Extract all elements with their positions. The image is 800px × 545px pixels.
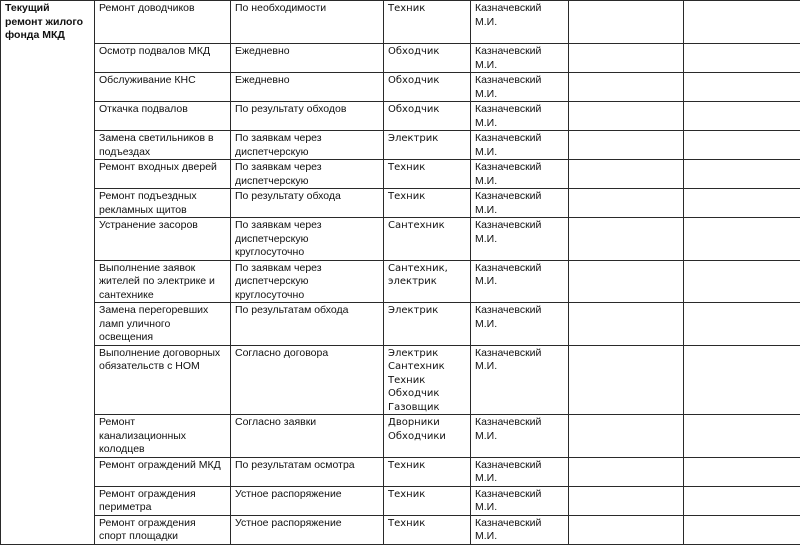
empty-cell: [684, 457, 800, 486]
empty-cell: [569, 218, 684, 261]
empty-cell: [684, 515, 800, 544]
empty-cell: [569, 415, 684, 458]
empty-cell: [569, 102, 684, 131]
work-cell: Замена светильников в подъездах: [95, 131, 231, 160]
period-cell: По заявкам через диспетчерскую круглосуточно: [231, 218, 384, 261]
empty-cell: [684, 486, 800, 515]
empty-cell: [569, 486, 684, 515]
period-cell: По заявкам через диспетчерскую: [231, 160, 384, 189]
responsible-cell: Казначевский М.И.: [471, 218, 569, 261]
executor-cell: Техник: [384, 1, 471, 44]
period-cell: По заявкам через диспетчерскую круглосуточно: [231, 260, 384, 303]
period-cell: Устное распоряжение: [231, 515, 384, 544]
table-row: [1, 189, 800, 218]
empty-cell: [684, 415, 800, 458]
work-cell: Замена перегоревших ламп уличного освещения: [95, 303, 231, 346]
work-cell: Ремонт канализационных колодцев: [95, 415, 231, 458]
period-cell: По результатам обхода: [231, 303, 384, 346]
table-row: [1, 345, 800, 415]
responsible-cell: Казначевский М.И.: [471, 189, 569, 218]
executor-cell: Электрик: [384, 303, 471, 346]
empty-cell: [569, 515, 684, 544]
period-cell: Согласно заявки: [231, 415, 384, 458]
table-row: [1, 1, 800, 44]
responsible-cell: Казначевский М.И.: [471, 303, 569, 346]
executor-cell: Техник: [384, 457, 471, 486]
work-cell: Обслуживание КНС: [95, 73, 231, 102]
period-cell: По результату обходов: [231, 102, 384, 131]
work-cell: Ремонт подъездных рекламных щитов: [95, 189, 231, 218]
work-cell: Устранение засоров: [95, 218, 231, 261]
responsible-cell: Казначевский М.И.: [471, 73, 569, 102]
executor-cell: Электрик: [384, 131, 471, 160]
empty-cell: [684, 44, 800, 73]
table-row: [1, 457, 800, 486]
responsible-cell: Казначевский М.И.: [471, 131, 569, 160]
responsible-cell: Казначевский М.И.: [471, 345, 569, 415]
period-cell: По результату обхода: [231, 189, 384, 218]
empty-cell: [569, 303, 684, 346]
work-cell: Ремонт ограждений МКД: [95, 457, 231, 486]
table-row: [1, 415, 800, 458]
executor-cell: Техник: [384, 160, 471, 189]
work-cell: Выполнение заявок жителей по электрике и сантехнике: [95, 260, 231, 303]
empty-cell: [569, 189, 684, 218]
executor-cell: Электрик Сантехник Техник Обходчик Газовщик: [384, 345, 471, 415]
executor-cell: Обходчик: [384, 44, 471, 73]
executor-cell: Техник: [384, 189, 471, 218]
responsible-cell: Казначевский М.И.: [471, 44, 569, 73]
table-row: [1, 160, 800, 189]
responsible-cell: Казначевский М.И.: [471, 415, 569, 458]
empty-cell: [569, 1, 684, 44]
responsible-cell: Казначевский М.И.: [471, 102, 569, 131]
executor-cell: Обходчик: [384, 73, 471, 102]
executor-cell: Дворники Обходчики: [384, 415, 471, 458]
empty-cell: [684, 73, 800, 102]
empty-cell: [569, 160, 684, 189]
table-row: [1, 102, 800, 131]
empty-cell: [684, 345, 800, 415]
empty-cell: [684, 131, 800, 160]
empty-cell: [684, 260, 800, 303]
responsible-cell: Казначевский М.И.: [471, 515, 569, 544]
work-cell: Выполнение договорных обязательств с НОМ: [95, 345, 231, 415]
table-row: [1, 515, 800, 544]
table-row: [1, 260, 800, 303]
responsible-cell: Казначевский М.И.: [471, 486, 569, 515]
table-row: [1, 131, 800, 160]
responsible-cell: Казначевский М.И.: [471, 1, 569, 44]
work-cell: Ремонт ограждения спорт площадки: [95, 515, 231, 544]
work-cell: Откачка подвалов: [95, 102, 231, 131]
work-cell: Ремонт доводчиков: [95, 1, 231, 44]
executor-cell: Техник: [384, 486, 471, 515]
period-cell: Ежедневно: [231, 44, 384, 73]
responsible-cell: Казначевский М.И.: [471, 260, 569, 303]
empty-cell: [684, 218, 800, 261]
empty-cell: [569, 131, 684, 160]
empty-cell: [569, 73, 684, 102]
period-cell: Ежедневно: [231, 73, 384, 102]
empty-cell: [684, 303, 800, 346]
empty-cell: [684, 189, 800, 218]
executor-cell: Обходчик: [384, 102, 471, 131]
empty-cell: [684, 102, 800, 131]
responsible-cell: Казначевский М.И.: [471, 160, 569, 189]
responsible-cell: Казначевский М.И.: [471, 457, 569, 486]
table-row: [1, 73, 800, 102]
empty-cell: [569, 260, 684, 303]
maintenance-table-body: [1, 1, 800, 545]
empty-cell: [569, 457, 684, 486]
section-title-cell: Текущий ремонт жилого фонда МКД: [1, 1, 95, 545]
period-cell: По необходимости: [231, 1, 384, 44]
empty-cell: [684, 160, 800, 189]
table-row: [1, 218, 800, 261]
empty-cell: [684, 1, 800, 44]
work-cell: Осмотр подвалов МКД: [95, 44, 231, 73]
executor-cell: Сантехник, электрик: [384, 260, 471, 303]
period-cell: Устное распоряжение: [231, 486, 384, 515]
period-cell: По заявкам через диспетчерскую: [231, 131, 384, 160]
executor-cell: Сантехник: [384, 218, 471, 261]
period-cell: Согласно договора: [231, 345, 384, 415]
table-row: [1, 44, 800, 73]
executor-cell: Техник: [384, 515, 471, 544]
work-cell: Ремонт ограждения периметра: [95, 486, 231, 515]
empty-cell: [569, 345, 684, 415]
table-row: [1, 303, 800, 346]
work-cell: Ремонт входных дверей: [95, 160, 231, 189]
empty-cell: [569, 44, 684, 73]
table-row: [1, 486, 800, 515]
period-cell: По результатам осмотра: [231, 457, 384, 486]
